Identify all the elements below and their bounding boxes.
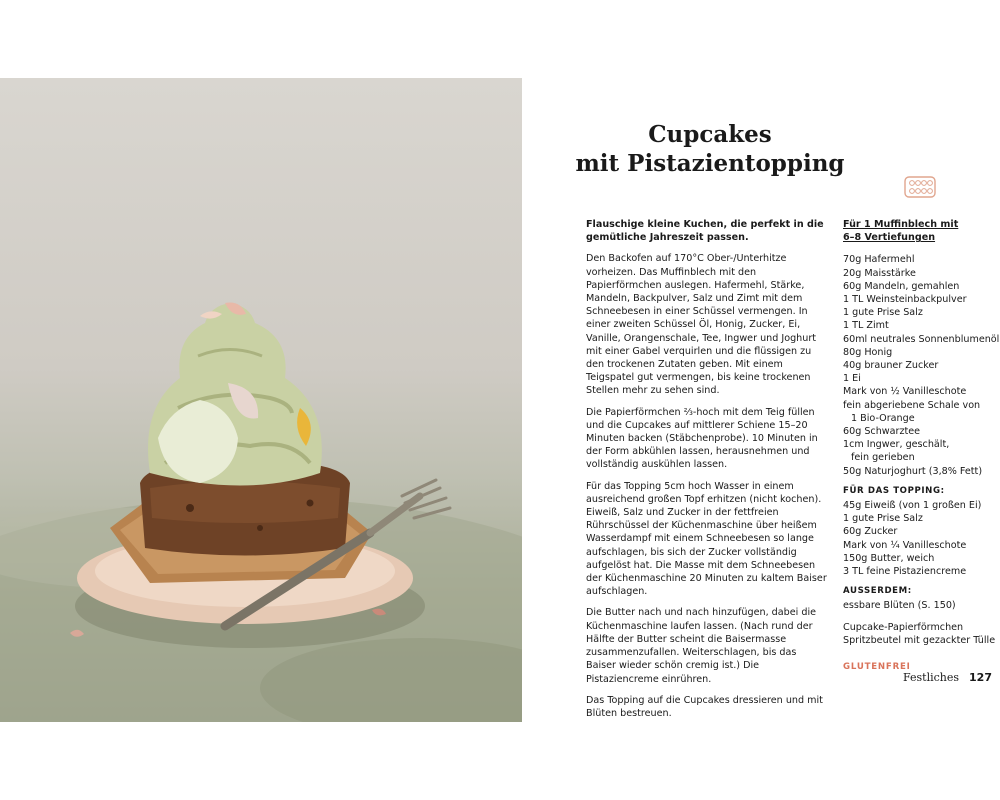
cupcake-photo [0,78,522,722]
topping-ingredient-item: 1 gute Prise Salz [843,513,923,525]
ingredient-item: Mark von ½ Vanilleschote [843,386,967,398]
instruction-step-2: Die Papierförmchen ⅔-hoch mit dem Teig füllen und die Cupcakes auf mittlerer Schiene 15–20 Minuten backen (Stäbchenprobe). 10 Minuten in der Form abkühlen lassen, herausnehmen und vollständig auskühlen lassen. [586,406,818,471]
chapter-name: Festliches [902,671,960,684]
instruction-step-1: Den Backofen auf 170°C Ober-/Unterhitze vorheizen. Das Muffinblech mit den Papierförmchen auslegen. Hafermehl, Stärke, Mandeln, Backpulver, Salz und Zimt mit dem Schneebesen in einer Schüssel vermengen. In einer zweiten Schüssel Öl, Honig, Zucker, Ei, Vanille, Orangenschale, Tee, Ingwer und Joghurt mit einer Gabel verquirlen und die flüssigen zu den trockenen Zutaten geben. Mit einem Teigspatel gut vermengen, bis keine trockenen Stellen mehr zu sehen sind. [586,253,817,397]
ingredient-item: 1 Ei [843,373,861,385]
topping-ingredient-item: Mark von ¼ Vanilleschote [843,539,967,551]
ingredient-item: 60ml neutrales Sonnenblumenöl [843,333,1000,345]
extra-item: Spritzbeutel mit gezackter Tülle [843,634,996,646]
extra-item: essbare Blüten (S. 150) [843,600,956,612]
ingredient-item: 60g Schwarztee [843,426,921,438]
ingredient-item: 70g Hafermehl [843,254,915,266]
instruction-step-5: Das Topping auf die Cupcakes dressieren und mit Blüten bestreuen. [586,694,823,719]
topping-ingredient-item: 150g Butter, weich [843,552,935,564]
page-number: 127 [969,671,992,684]
topping-ingredient-item: 60g Zucker [843,526,898,538]
ingredient-item: 20g Maisstärke [843,267,916,279]
ingredient-item: 80g Honig [843,346,893,358]
recipe-title [560,120,860,178]
ingredient-item: 60g Mandeln, gemahlen [843,280,960,292]
muffin-tin-icon [904,176,936,198]
servings-line-2: 6–8 Vertiefungen [843,232,936,244]
ingredient-item: 1 TL Weinsteinbackpulver [843,294,967,306]
extra-heading: AUSSERDEM: [843,586,912,597]
instruction-step-4: Die Butter nach und nach hinzufügen, dabei die Küchenmaschine laufen lassen. (Nach rund der Hälfte der Butter scheint die Baisermasse zusammenzufallen. Weiterschlagen, bis das Baiser wieder schön cremig ist.) Die Pistaziencreme einrühren. [586,607,817,685]
topping-ingredient-item: 45g Eiweiß (von 1 großen Ei) [843,500,982,512]
cupcake-illustration [0,78,522,722]
recipe-title-line-1: Cupcakes [648,121,772,148]
ingredient-item: fein gerieben [851,452,915,464]
ingredient-item: 1 Bio-Orange [851,412,915,424]
servings-line-1: Für 1 Muffinblech mit [843,219,959,230]
page-footer [880,671,992,684]
recipe-title-line-2: mit Pistazientopping [575,150,845,177]
diet-label: GLUTENFREI [843,662,911,673]
ingredient-item: 1cm Ingwer, geschält, [843,439,950,451]
instruction-step-3: Für das Topping 5cm hoch Wasser in einem ausreichend großen Topf erhitzen (nicht kochen). Eiweiß, Salz und Zucker in der fettfreien Rührschüssel der Küchenmaschine über heißem Wasserdampf mit einem Schneebesen so lange aufschlagen, bis sich der Zucker vollständig aufgelöst hat. Die Masse mit dem Schneebesen der Küchenmaschine 20 Minuten zu kaltem Baiser aufschlagen. [586,480,827,598]
ingredient-item: 50g Naturjoghurt (3,8% Fett) [843,465,983,477]
ingredient-item: 1 TL Zimt [843,320,889,332]
topping-heading: FÜR DAS TOPPING: [843,485,945,496]
servings-info [843,218,1000,244]
ingredient-item: 1 gute Prise Salz [843,307,923,319]
ingredient-item: fein abgeriebene Schale von [843,399,981,411]
instructions-column [586,218,828,728]
recipe-intro: Flauschige kleine Kuchen, die perfekt in die gemütliche Jahreszeit passen. [586,219,824,244]
extra-item: Cupcake-Papierförmchen [843,621,964,633]
topping-ingredient-item: 3 TL feine Pistaziencreme [843,566,967,578]
ingredients-column [843,218,1000,674]
ingredient-item: 40g brauner Zucker [843,360,939,372]
spacer [843,613,1000,621]
